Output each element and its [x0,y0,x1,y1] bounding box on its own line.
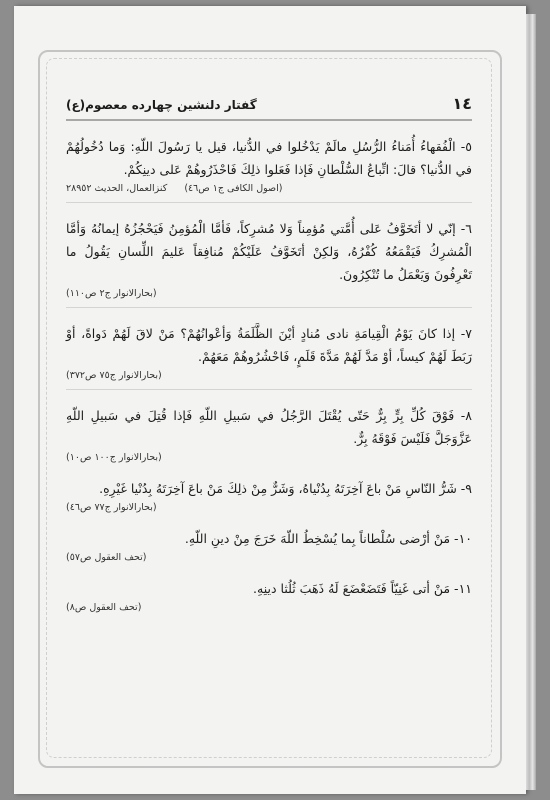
header-rule [66,119,472,121]
hadith-9 [66,477,472,513]
reference-source: (اصول الكافى ج١ ص٤٦) [184,183,283,194]
reference-source: (بحارالانوار ج٧٥ ص٣٧٢) [66,370,162,381]
reference-source: (بحارالانوار ج١٠٠ ص١٠) [66,452,162,463]
reference-source: (تحف العقول ص٨) [66,602,142,613]
hadith-reference [66,183,472,194]
hadith-reference [66,370,472,381]
hadith-text: ٦- إنّي لا أتَخَوَّفُ عَلى أُمَّتي مُؤمِناً وَلا مُشرِكاً، فَأمَّا الْمُؤمِنُ فَيَحْجُزُهُ إيمانُهُ وَأمَّا الْمُشرِكُ فَيَقْمَعُهُ كُفْرُهُ، وَلكِنْ أتَخَوَّفُ عَلَيْكُمْ مُنافِقاً عَليمَ اللِّسانِ يَقُولُ ما تَعْرِفُونَ وَيَعْمَلُ ما تُنْكِرُونَ. [66,221,472,282]
running-header [66,94,472,113]
page-number: ١٤ [452,94,472,113]
hadith-reference [66,552,472,563]
hadith-text: ٩- شَرُّ النّاسِ مَنْ باعَ آخِرَتَهُ بِدُنْياهُ، وَشَرٌّ مِنْ ذلِكَ مَنْ باعَ آخِرَتَهُ بِدُنْيا غَيْرِهِ. [99,481,472,496]
hadith-reference [66,452,472,463]
book-title: گفتار دلنشين چهارده معصوم(ع) [66,98,257,112]
hadith-text: ١٠- مَنْ أرْضى سُلْطاناً بِما يُسْخِطُ اللّهَ خَرَجَ مِنْ دينِ اللّهِ. [184,531,472,546]
reference-source: كنزالعمال، الحديث ٢٨٩٥٢ [66,183,168,194]
hadith-reference [66,602,472,613]
hadith-text: ١١- مَنْ أتى غَنِيّاً فَتَضَعْضَعَ لَهُ ذَهَبَ ثُلُثا دينِهِ. [253,581,472,596]
divider [66,202,472,203]
hadith-11 [66,577,472,613]
hadith-5 [66,135,472,203]
hadith-7 [66,322,472,390]
hadith-8 [66,404,472,463]
reference-source: (تحف العقول ص٥٧) [66,552,147,563]
hadith-reference [66,502,472,513]
reference-source: (بحارالانوار ج٢ ص١١٠) [66,288,157,299]
hadith-text: ٨- فَوْقَ كُلِّ بِرٍّ بِرٌّ حَتّى يُقْتَلَ الرَّجُلُ في سَبيلِ اللّهِ فَإذا قُتِلَ في سَبيلِ اللّهِ عَزَّوَجَلَّ فَلَيْسَ فَوْقَهُ بِرٌّ. [66,408,472,446]
divider [66,307,472,308]
divider [66,389,472,390]
page-edge [526,14,536,790]
hadith-6 [66,217,472,308]
hadith-text: ٧- إذا كانَ يَوْمُ الْقِيامَةِ نادى مُنادٍ أيْنَ الظَّلَمَةُ وَأعْوانُهُمْ؟ مَنْ لاقَ لَهُمْ دَواةً، أوْ رَبَطَ لَهُمْ كيساً، أوْ مَدَّ لَهُمْ مَدَّةَ قَلَمٍ، فَاحْشُرُوهُمْ مَعَهُمْ. [66,326,472,364]
page-content [66,94,472,627]
hadith-text: ٥- الْفُقهاءُ أُمَناءُ الرُّسُلِ مالَمْ يَدْخُلوا في الدُّنيا، قيل يا رَسُولَ اللّهِ: وَما دُخُولُهُمْ في الدُّنيا؟ قالَ: اتِّباعُ السُّلْطانِ فَإذا فَعَلوا ذلِكَ فَاحْذَرُوهُمْ عَلى دينِكُمْ. [66,139,472,177]
hadith-reference [66,288,472,299]
hadith-10 [66,527,472,563]
reference-source: (بحارالانوار ج٧٧ ص٤٦) [66,502,157,513]
